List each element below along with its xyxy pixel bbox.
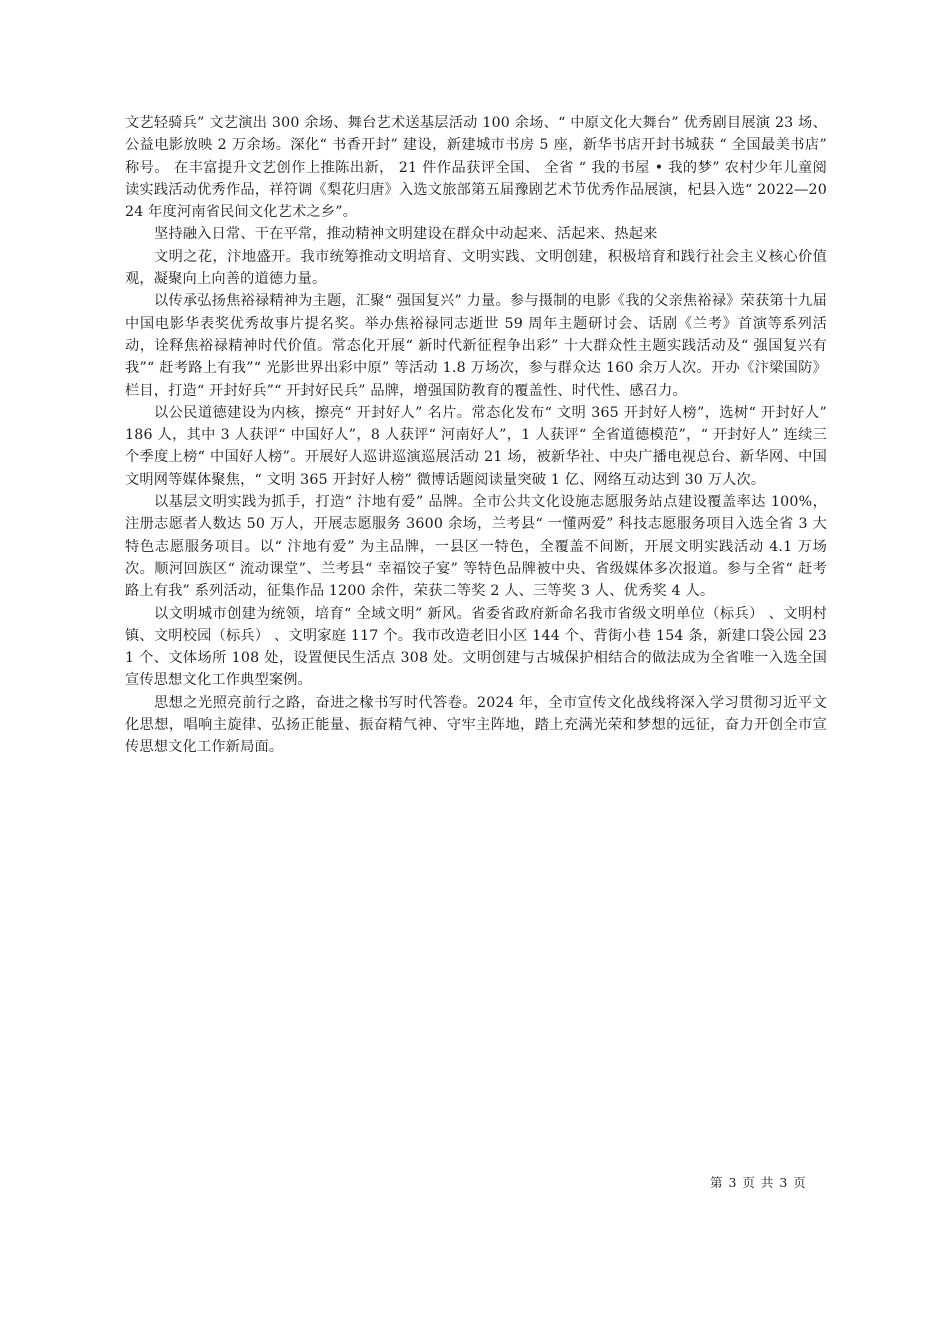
paragraph: 以文明城市创建为统领，培育“ 全域文明” 新风。省委省政府新命名我市省级文明单位（标兵） 、文明村镇、文明校园（标兵） 、文明家庭 117 个。我市改造老旧小区 144 个、背街小巷 154 条，新建口袋公园 231 个、文体场所 108 处，设置便民生活点 308 处。文明创建与古城保护相结合的做法成为全省唯一入选全国宣传思想文化工作典型案例。 [125, 605, 827, 689]
document-body [125, 112, 827, 759]
paragraph-closing: 思想之光照亮前行之路，奋进之椽书写时代答卷。2024 年，全市宣传文化战线将深入学习贯彻习近平文化思想，唱响主旋律、弘扬正能量、振奋精气神、守牢主阵地，踏上充满光荣和梦想的远征，奋力开创全市宣传思想文化工作新局面。 [125, 694, 827, 756]
section-heading: 坚持融入日常、干在平常，推动精神文明建设在群众中动起来、活起来、热起来 [154, 226, 658, 243]
paragraph-continued: 文艺轻骑兵” 文艺演出 300 余场、舞台艺术送基层活动 100 余场、“ 中原文化大舞台” 优秀剧目展演 23 场、公益电影放映 2 万余场。深化“ 书香开封” 建设，新建城市书房 5 座，新华书店开封书城获 “ 全国最美书店” 称号。 在丰富提升文艺创作上推陈出新， 21 件作品获评全国、 全省 “ 我的书屋 • 我的梦” 农村少年儿童阅读实践活动优秀作品，祥符调《梨花归唐》入选文旅部第五届豫剧艺术节优秀作品展演，杞县入选“ 2022—2024 年度河南省民间文化艺术之乡”。 [125, 115, 828, 221]
page-number-footer: 第 3 页 共 3 页 [710, 1175, 807, 1190]
paragraph: 以公民道德建设为内核，擦亮“ 开封好人” 名片。常态化发布“ 文明 365 开封好人榜”，选树“ 开封好人” 186 人，其中 3 人获评“ 中国好人”，8 人获评“ 河南好人”，1 人获评“ 全省道德模范”，“ 开封好人” 连续三个季度上榜“ 中国好人榜”。开展好人巡讲巡演巡展活动 21 场，被新华社、中央广播电视总台、新华网、中国文明网等媒体聚焦，“ 文明 365 开封好人榜” 微博话题阅读量突破 1 亿、网络互动达到 30 万人次。 [125, 404, 827, 488]
paragraph: 文明之花，汴地盛开。我市统筹推动文明培育、文明实践、文明创建，积极培育和践行社会主义核心价值观，凝聚向上向善的道德力量。 [125, 248, 827, 288]
paragraph: 以传承弘扬焦裕禄精神为主题，汇聚“ 强国复兴” 力量。参与摄制的电影《我的父亲焦裕禄》荣获第十九届中国电影华表奖优秀故事片提名奖。举办焦裕禄同志逝世 59 周年主题研讨会、话剧《兰考》首演等系列活动，诠释焦裕禄精神时代价值。常态化开展“ 新时代新征程争出彩” 十大群众性主题实践活动及“ 强国复兴有我”“ 赶考路上有我”“ 光影世界出彩中原” 等活动 1.8 万场次，参与群众达 160 余万人次。开办《汴梁国防》栏目，打造“ 开封好兵”“ 开封好民兵” 品牌，增强国防教育的覆盖性、时代性、感召力。 [125, 293, 827, 399]
paragraph: 以基层文明实践为抓手，打造“ 汴地有爱” 品牌。全市公共文化设施志愿服务站点建设覆盖率达 100%，注册志愿者人数达 50 万人，开展志愿服务 3600 余场，兰考县“ 一懂两爱” 科技志愿服务项目入选全省 3 大特色志愿服务项目。以“ 汴地有爱” 为主品牌，一县区一特色，全覆盖不间断，开展文明实践活动 4.1 万场次。顺河回族区“ 流动课堂”、兰考县“ 幸福饺子宴” 等特色品牌被中央、省级媒体多次报道。参与全省“ 赶考路上有我” 系列活动，征集作品 1200 余件，荣获二等奖 2 人、三等奖 3 人、优秀奖 4 人。 [125, 494, 827, 600]
